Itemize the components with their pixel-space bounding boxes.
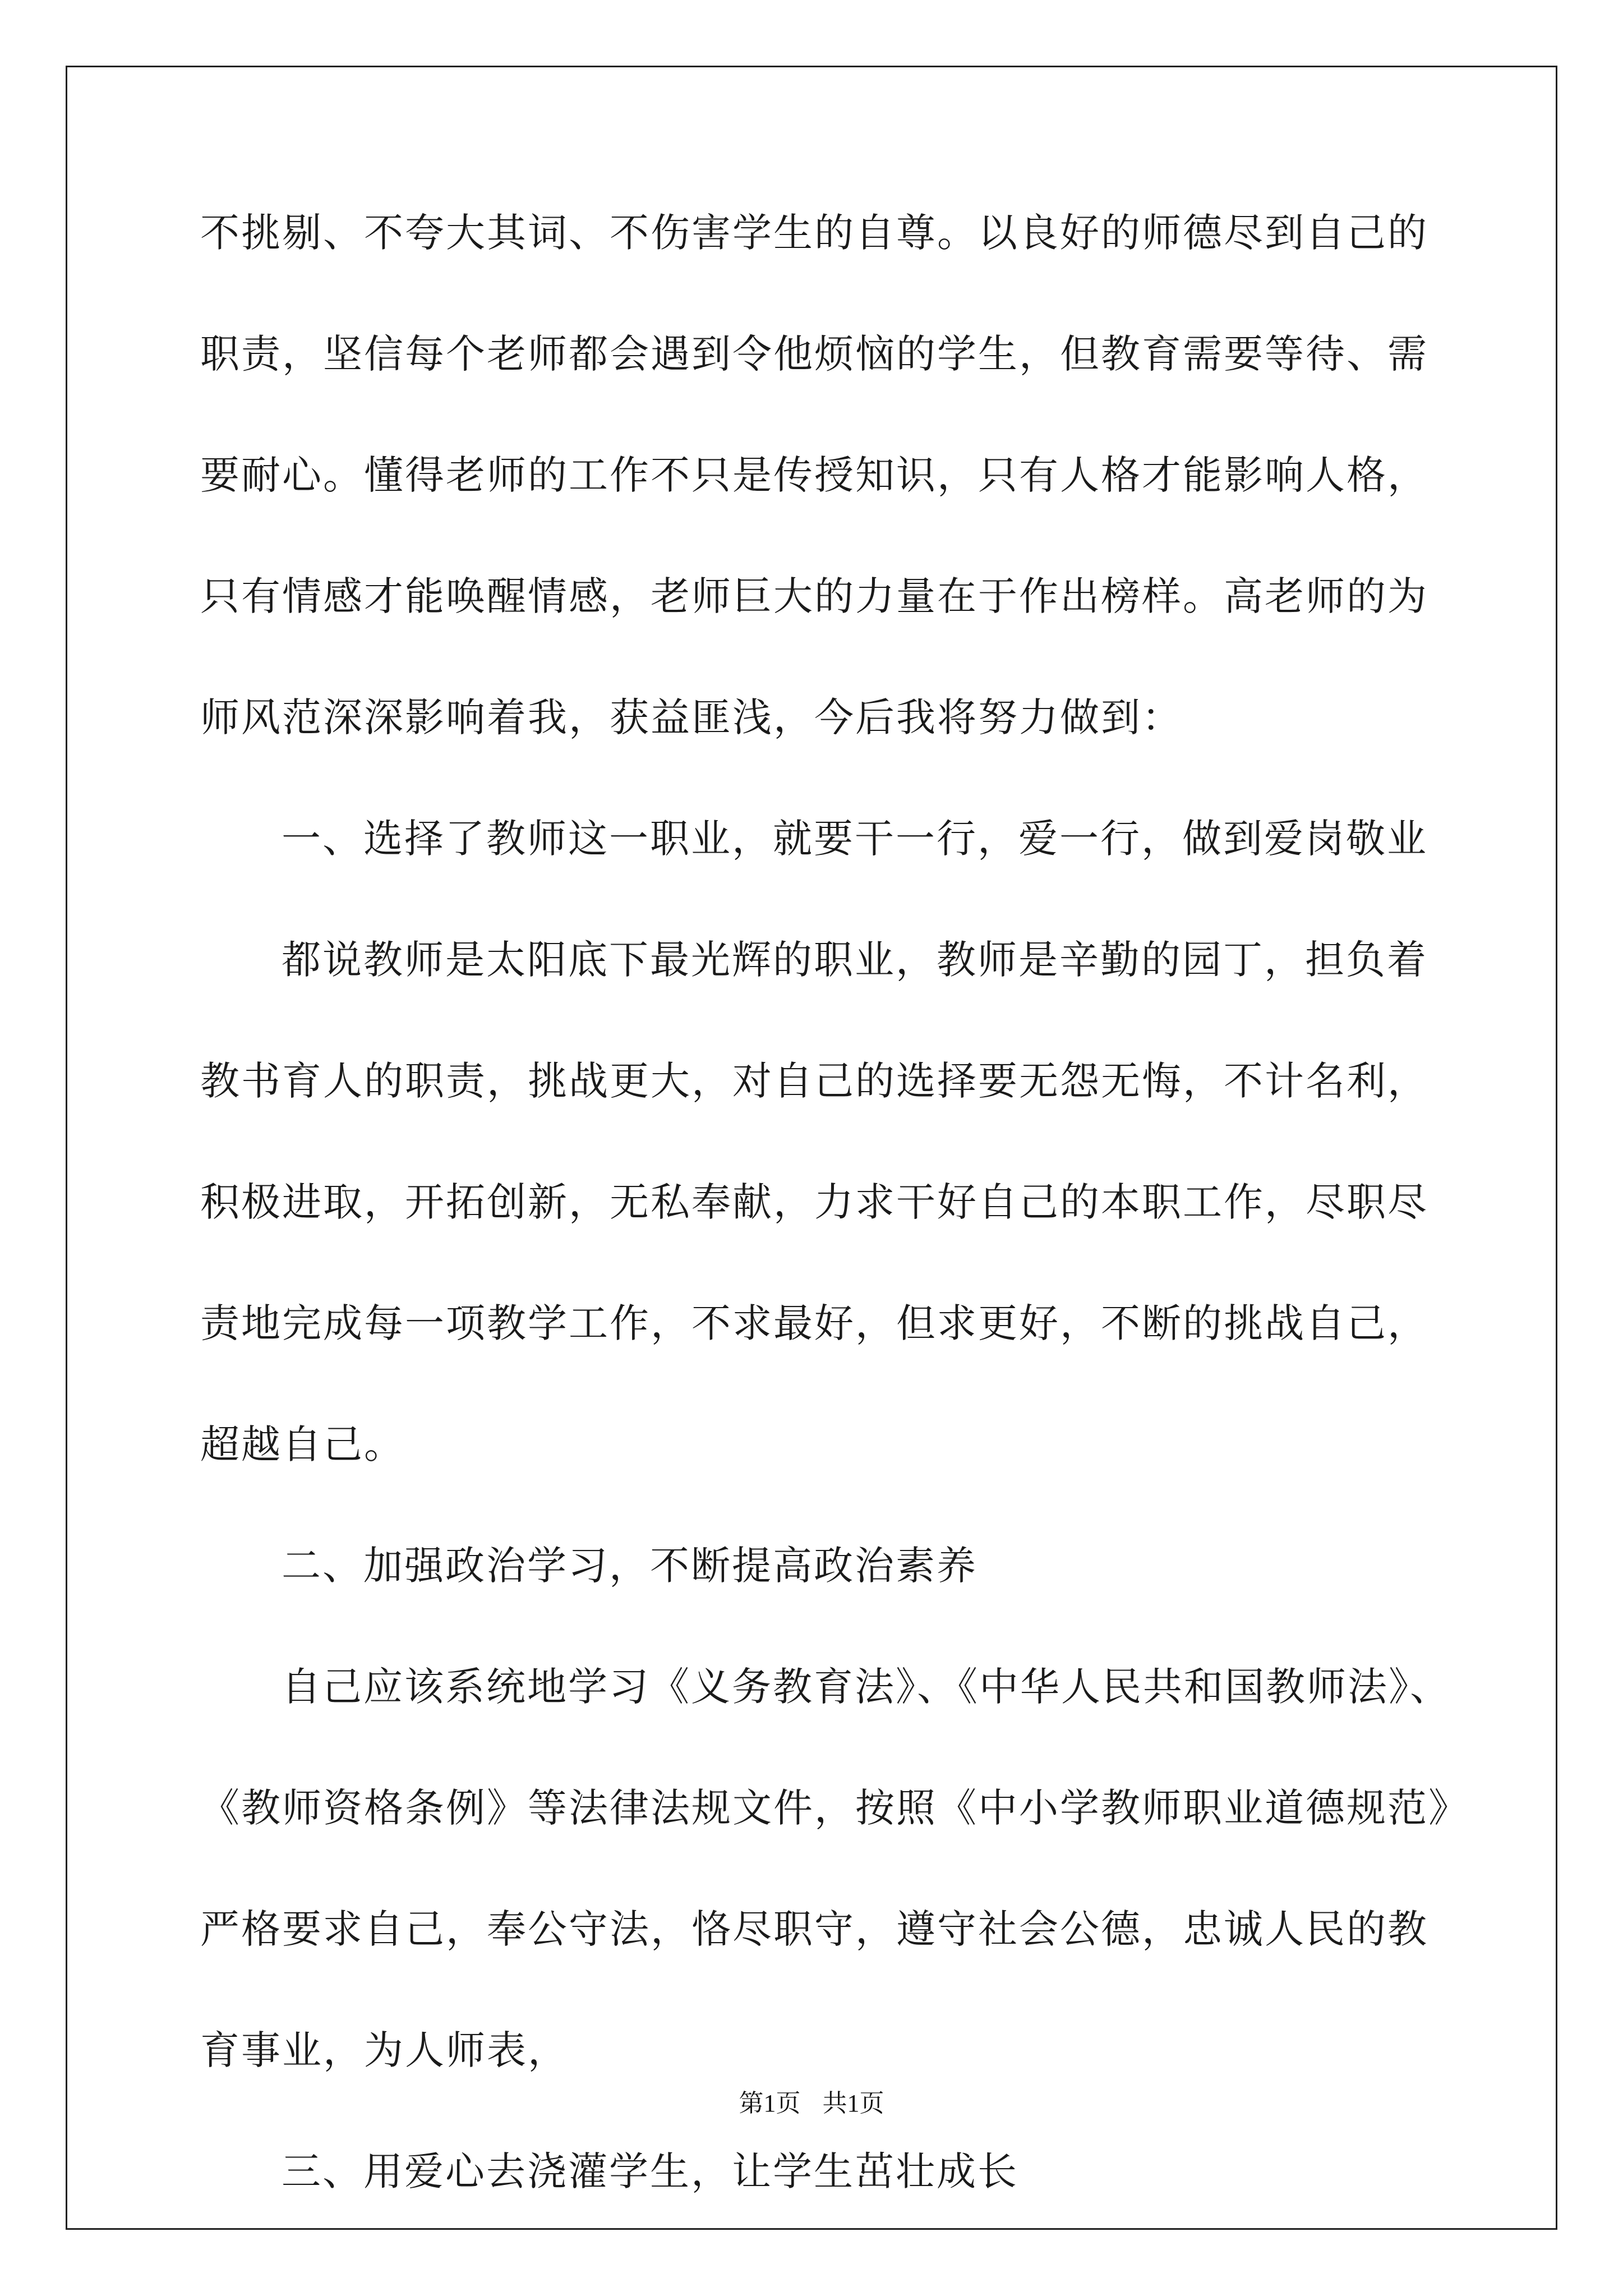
text-line: 都说教师是太阳底下最光辉的职业，教师是辛勤的园丁，担负着 [282,937,1428,983]
text-line: 超越自己。 [200,1421,405,1467]
text-line: 师风范深深影响着我，获益匪浅，今后我将努力做到： [200,694,1183,740]
section-heading-3: 三、用爱心去浇灌学生，让学生茁壮成长 [282,2148,1018,2194]
text-line: 要耐心。懂得老师的工作不只是传授知识，只有人格才能影响人格， [200,452,1428,498]
text-line: 不挑剔、不夸大其词、不伤害学生的自尊。以良好的师德尽到自己的 [200,210,1428,256]
text-line: 严格要求自己，奉公守法，恪尽职守，遵守社会公德，忠诚人民的教 [200,1906,1428,1952]
section-heading-2: 二、加强政治学习，不断提高政治素养 [282,1543,978,1589]
text-line: 教书育人的职责，挑战更大，对自己的选择要无怨无悔，不计名利， [200,1058,1428,1104]
text-line: 只有情感才能唤醒情感，老师巨大的力量在于作出榜样。高老师的为 [200,573,1428,619]
text-line: 育事业，为人师表， [200,2027,569,2073]
document-body [200,210,1469,2273]
page-total: 共1页 [822,2090,884,2117]
text-line: 职责，坚信每个老师都会遇到令他烦恼的学生，但教育需要等待、需 [200,331,1428,377]
section-heading-1: 一、选择了教师这一职业，就要干一行，爱一行，做到爱岗敬业 [282,816,1428,862]
text-line: 自己应该系统地学习《义务教育法》、《中华人民共和国教师法》、 [282,1664,1451,1710]
text-line: 责地完成每一项教学工作，不求最好，但求更好，不断的挑战自己， [200,1300,1428,1346]
text-line: 《教师资格条例》等法律法规文件，按照《中小学教师职业道德规范》 [200,1785,1469,1831]
text-line: 积极进取，开拓创新，无私奉献，力求干好自己的本职工作，尽职尽 [200,1179,1428,1225]
page-number: 第1页 [739,2090,801,2117]
page-footer [0,2091,1623,2116]
